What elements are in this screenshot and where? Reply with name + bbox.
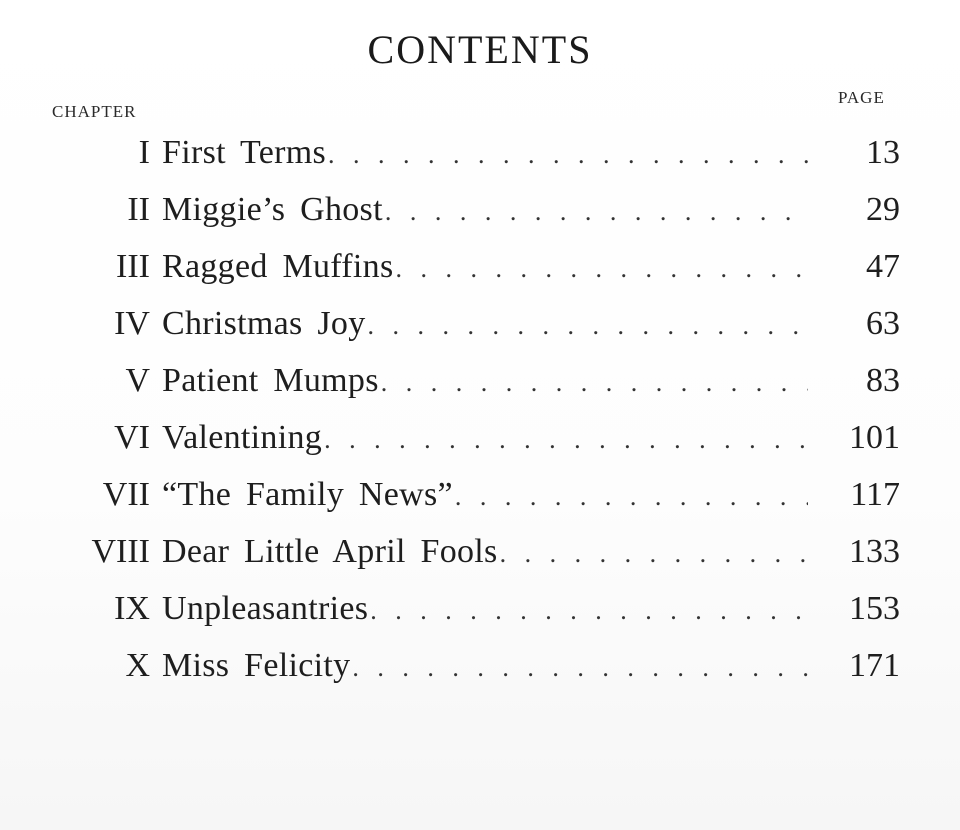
chapter-title: Valentining [162, 419, 323, 456]
chapter-number: III [116, 248, 150, 285]
chapter-page: 13 [866, 134, 900, 171]
toc-row-7 [0, 470, 960, 527]
chapter-entry [162, 419, 808, 457]
chapter-page: 47 [866, 248, 900, 285]
dot-leader [498, 539, 808, 569]
dot-leader [368, 596, 808, 626]
chapter-page: 63 [866, 305, 900, 342]
toc-row-5 [0, 356, 960, 413]
chapter-page: 117 [850, 476, 900, 513]
chapter-title: Ragged Muffins [162, 248, 394, 285]
chapter-number: IX [114, 590, 150, 627]
chapter-title: “The Family News” [162, 476, 453, 513]
toc-row-9 [0, 584, 960, 641]
chapter-number: II [127, 191, 150, 228]
chapter-entry [162, 248, 808, 286]
chapter-title: Dear Little April Fools [162, 533, 498, 570]
chapter-page: 29 [866, 191, 900, 228]
chapter-page: 101 [849, 419, 900, 456]
chapter-title: Christmas Joy [162, 305, 366, 342]
chapter-title: Unpleasantries [162, 590, 369, 627]
chapter-number: IV [114, 305, 150, 342]
chapter-number: VII [102, 476, 150, 513]
chapter-number: VI [114, 419, 150, 456]
chapter-column-label: CHAPTER [52, 102, 137, 121]
chapter-entry [162, 362, 808, 400]
table-of-contents [0, 128, 960, 698]
toc-row-6 [0, 413, 960, 470]
toc-row-4 [0, 299, 960, 356]
chapter-entry [162, 647, 808, 685]
chapter-title: Patient Mumps [162, 362, 379, 399]
chapter-entry [162, 476, 808, 514]
chapter-entry [162, 134, 808, 172]
chapter-page: 83 [866, 362, 900, 399]
toc-row-10 [0, 641, 960, 698]
toc-row-2 [0, 185, 960, 242]
dot-leader [379, 368, 808, 398]
chapter-number: V [125, 362, 150, 399]
toc-row-8 [0, 527, 960, 584]
chapter-entry [162, 533, 808, 571]
chapter-title: Miss Felicity [162, 647, 351, 684]
chapter-title: Miggie’s Ghost [162, 191, 383, 228]
chapter-number: X [125, 647, 150, 684]
dot-leader [350, 653, 808, 683]
chapter-page: 171 [849, 647, 900, 684]
page-title: CONTENTS [367, 27, 593, 72]
dot-leader [394, 254, 809, 284]
dot-leader [322, 425, 808, 455]
chapter-title: First Terms [162, 134, 327, 171]
chapter-entry [162, 191, 808, 229]
dot-leader [366, 311, 808, 341]
chapter-number: I [138, 134, 150, 171]
page-column-label: PAGE [838, 88, 885, 107]
toc-row-3 [0, 242, 960, 299]
chapter-entry [162, 590, 808, 628]
chapter-page: 133 [849, 533, 900, 570]
dot-leader [326, 140, 808, 170]
toc-row-1 [0, 128, 960, 185]
chapter-entry [162, 305, 808, 343]
chapter-number: VIII [91, 533, 150, 570]
chapter-page: 153 [849, 590, 900, 627]
dot-leader [453, 482, 808, 512]
dot-leader [383, 197, 808, 227]
